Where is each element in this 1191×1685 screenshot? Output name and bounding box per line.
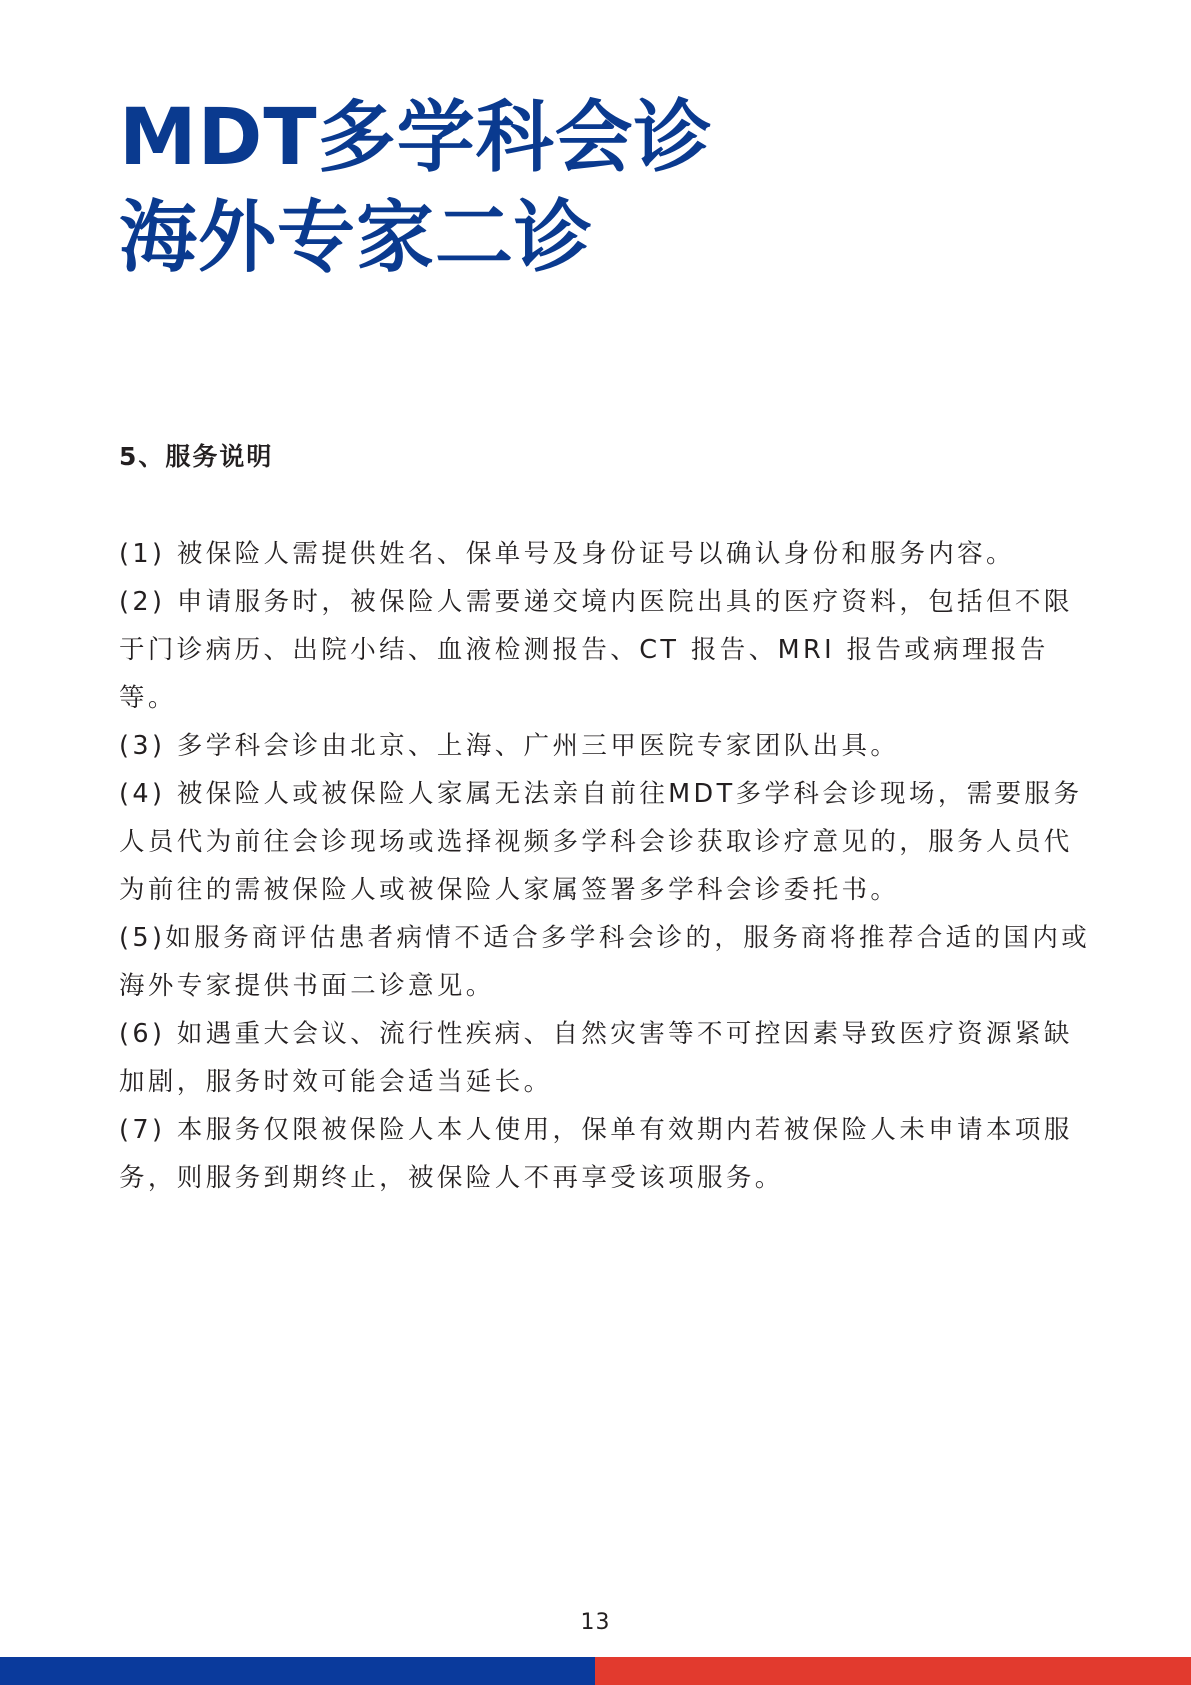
title-line-2: 海外专家二诊 xyxy=(119,193,594,283)
section-heading: 5、服务说明 xyxy=(119,442,274,471)
footer-color-bar xyxy=(0,1657,1191,1685)
page-title xyxy=(119,88,713,288)
list-item: (2) 申请服务时，被保险人需要递交境内医院出具的医疗资料，包括但不限于门诊病历、出院小结、血液检测报告、CT 报告、MRI 报告或病理报告等。 xyxy=(119,587,1073,713)
list-item: (4) 被保险人或被保险人家属无法亲自前往MDT多学科会诊现场，需要服务人员代为前往会诊现场或选择视频多学科会诊获取诊疗意见的，服务人员代为前往的需被保险人或被保险人家属签署多学科会诊委托书。 xyxy=(119,779,1083,905)
list-item: (5)如服务商评估患者病情不适合多学科会诊的，服务商将推荐合适的国内或海外专家提供书面二诊意见。 xyxy=(119,923,1091,1001)
list-item: (7) 本服务仅限被保险人本人使用，保单有效期内若被保险人未申请本项服务，则服务到期终止，被保险人不再享受该项服务。 xyxy=(119,1115,1073,1193)
list-item: (1) 被保险人需提供姓名、保单号及身份证号以确认身份和服务内容。 xyxy=(119,539,1015,569)
page-number: 13 xyxy=(580,1610,611,1635)
title-line-1: MDT多学科会诊 xyxy=(119,93,713,183)
footer-blue-segment xyxy=(0,1657,595,1685)
footer-red-segment xyxy=(595,1657,1191,1685)
list-item: (3) 多学科会诊由北京、上海、广州三甲医院专家团队出具。 xyxy=(119,731,900,761)
service-description-list xyxy=(119,530,1099,1202)
list-item: (6) 如遇重大会议、流行性疾病、自然灾害等不可控因素导致医疗资源紧缺加剧，服务时效可能会适当延长。 xyxy=(119,1019,1073,1097)
